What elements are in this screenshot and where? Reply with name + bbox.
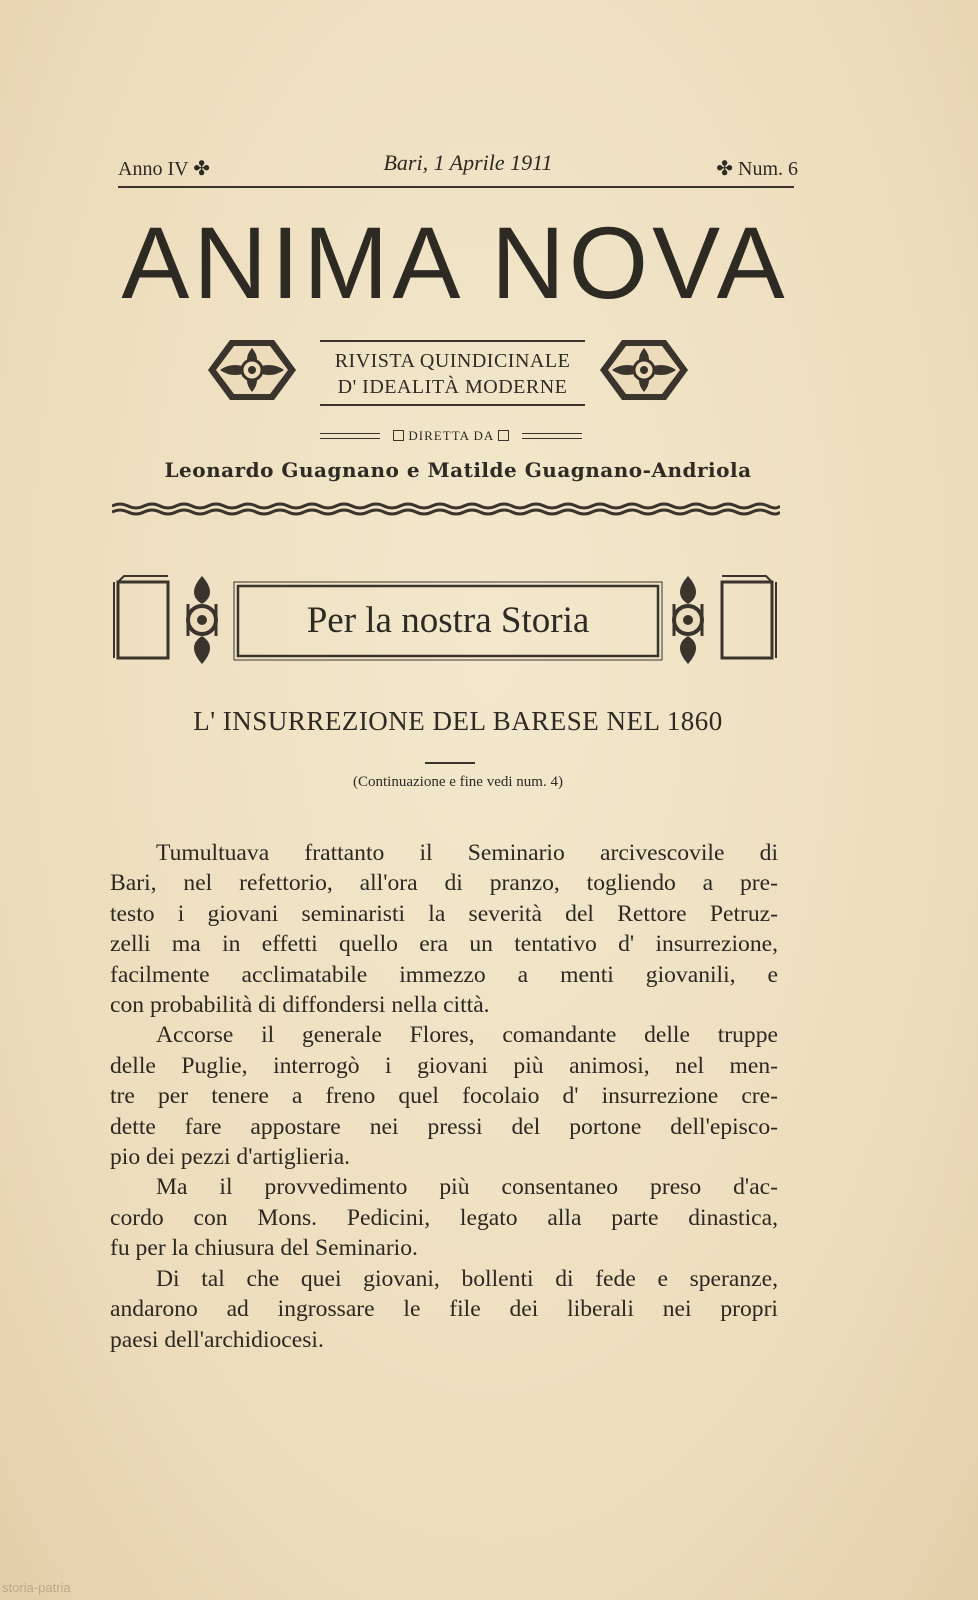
directed-by-text: DIRETTA DA [408, 428, 494, 443]
text-line: facilmente acclimatabile immezzo a menti giovanili, e [110, 961, 778, 988]
text-line: Bari, nel refettorio, all'ora di pranzo, togliendo a pre- [110, 870, 778, 897]
flower-ornament-icon [594, 334, 694, 406]
magazine-subtitle [320, 340, 585, 406]
text-line: Accorse il generale Flores, comandante delle truppe [156, 1022, 778, 1049]
issue-place-date: Bari, 1 Aprile 1911 [383, 150, 553, 175]
square-icon [498, 430, 509, 441]
text-line: Tumultuava frattanto il Seminario arcivescovile di [156, 840, 778, 866]
issue-year [118, 156, 210, 181]
text-line: paesi dell'archidiocesi. [110, 1326, 324, 1353]
text-line: con probabilità di diffondersi nella città. [110, 992, 490, 1019]
text-line: zelli ma in effetti quello era un tentativo d' insurrezione, [110, 931, 778, 958]
square-icon [393, 430, 404, 441]
section-title: Per la nostra Storia [306, 600, 590, 641]
text-line: fu per la chiusura del Seminario. [110, 1235, 418, 1262]
text-line: tre per tenere a freno quel focolaio d' insurrezione cre- [110, 1083, 778, 1110]
text-line: dette fare appostare nei pressi del portone dell'episco- [110, 1113, 778, 1140]
continuation-note: (Continuazione e fine vedi num. 4) [353, 774, 563, 790]
flower-ornament-icon [202, 334, 302, 406]
issue-number [716, 156, 798, 181]
watermark: storia-patria [2, 1580, 71, 1595]
article-body [110, 838, 778, 1355]
ornament-icon: ✤ [193, 158, 210, 180]
text-line: Ma il provvedimento più consentaneo preso d'ac- [156, 1174, 778, 1201]
subtitle-line-1: RIVISTA QUINDICINALE [334, 350, 571, 372]
paragraph [110, 1172, 778, 1263]
magazine-title: ANIMA NOVA [121, 206, 789, 320]
paragraph [110, 838, 778, 1020]
text-line: cordo con Mons. Pedicini, legato alla parte dinastica, [110, 1204, 778, 1231]
issue-header [118, 150, 798, 184]
text-line: pio dei pezzi d'artiglieria. [110, 1144, 351, 1171]
subtitle-line-2: D' IDEALITÀ MODERNE [337, 376, 568, 398]
header-rule [118, 186, 794, 188]
double-rule [522, 433, 582, 439]
directed-by [320, 428, 582, 446]
short-rule [425, 762, 475, 764]
editors-names: Leonardo Guagnano e Matilde Guagnano-Andriola [164, 458, 752, 482]
paragraph [110, 1020, 778, 1172]
directed-by-label [382, 428, 520, 444]
wavy-divider [112, 500, 780, 520]
paragraph [110, 1264, 778, 1355]
text-line: testo i giovani seminaristi la severità del Rettore Petruz- [110, 900, 778, 927]
text-line: delle Puglie, interrogò i giovani più animosi, nel men- [110, 1052, 778, 1079]
text-line: Di tal che quei giovani, bollenti di fede e speranze, [156, 1265, 778, 1292]
article-title: L' INSURREZIONE DEL BARESE NEL 1860 [193, 706, 723, 736]
double-rule [320, 433, 380, 439]
text-line: andarono ad ingrossare le file dei liberali nei propri [110, 1296, 778, 1323]
issue-year-text: Anno IV [118, 158, 189, 180]
ornament-icon: ✤ [716, 158, 733, 180]
issue-number-text: Num. 6 [738, 158, 798, 180]
